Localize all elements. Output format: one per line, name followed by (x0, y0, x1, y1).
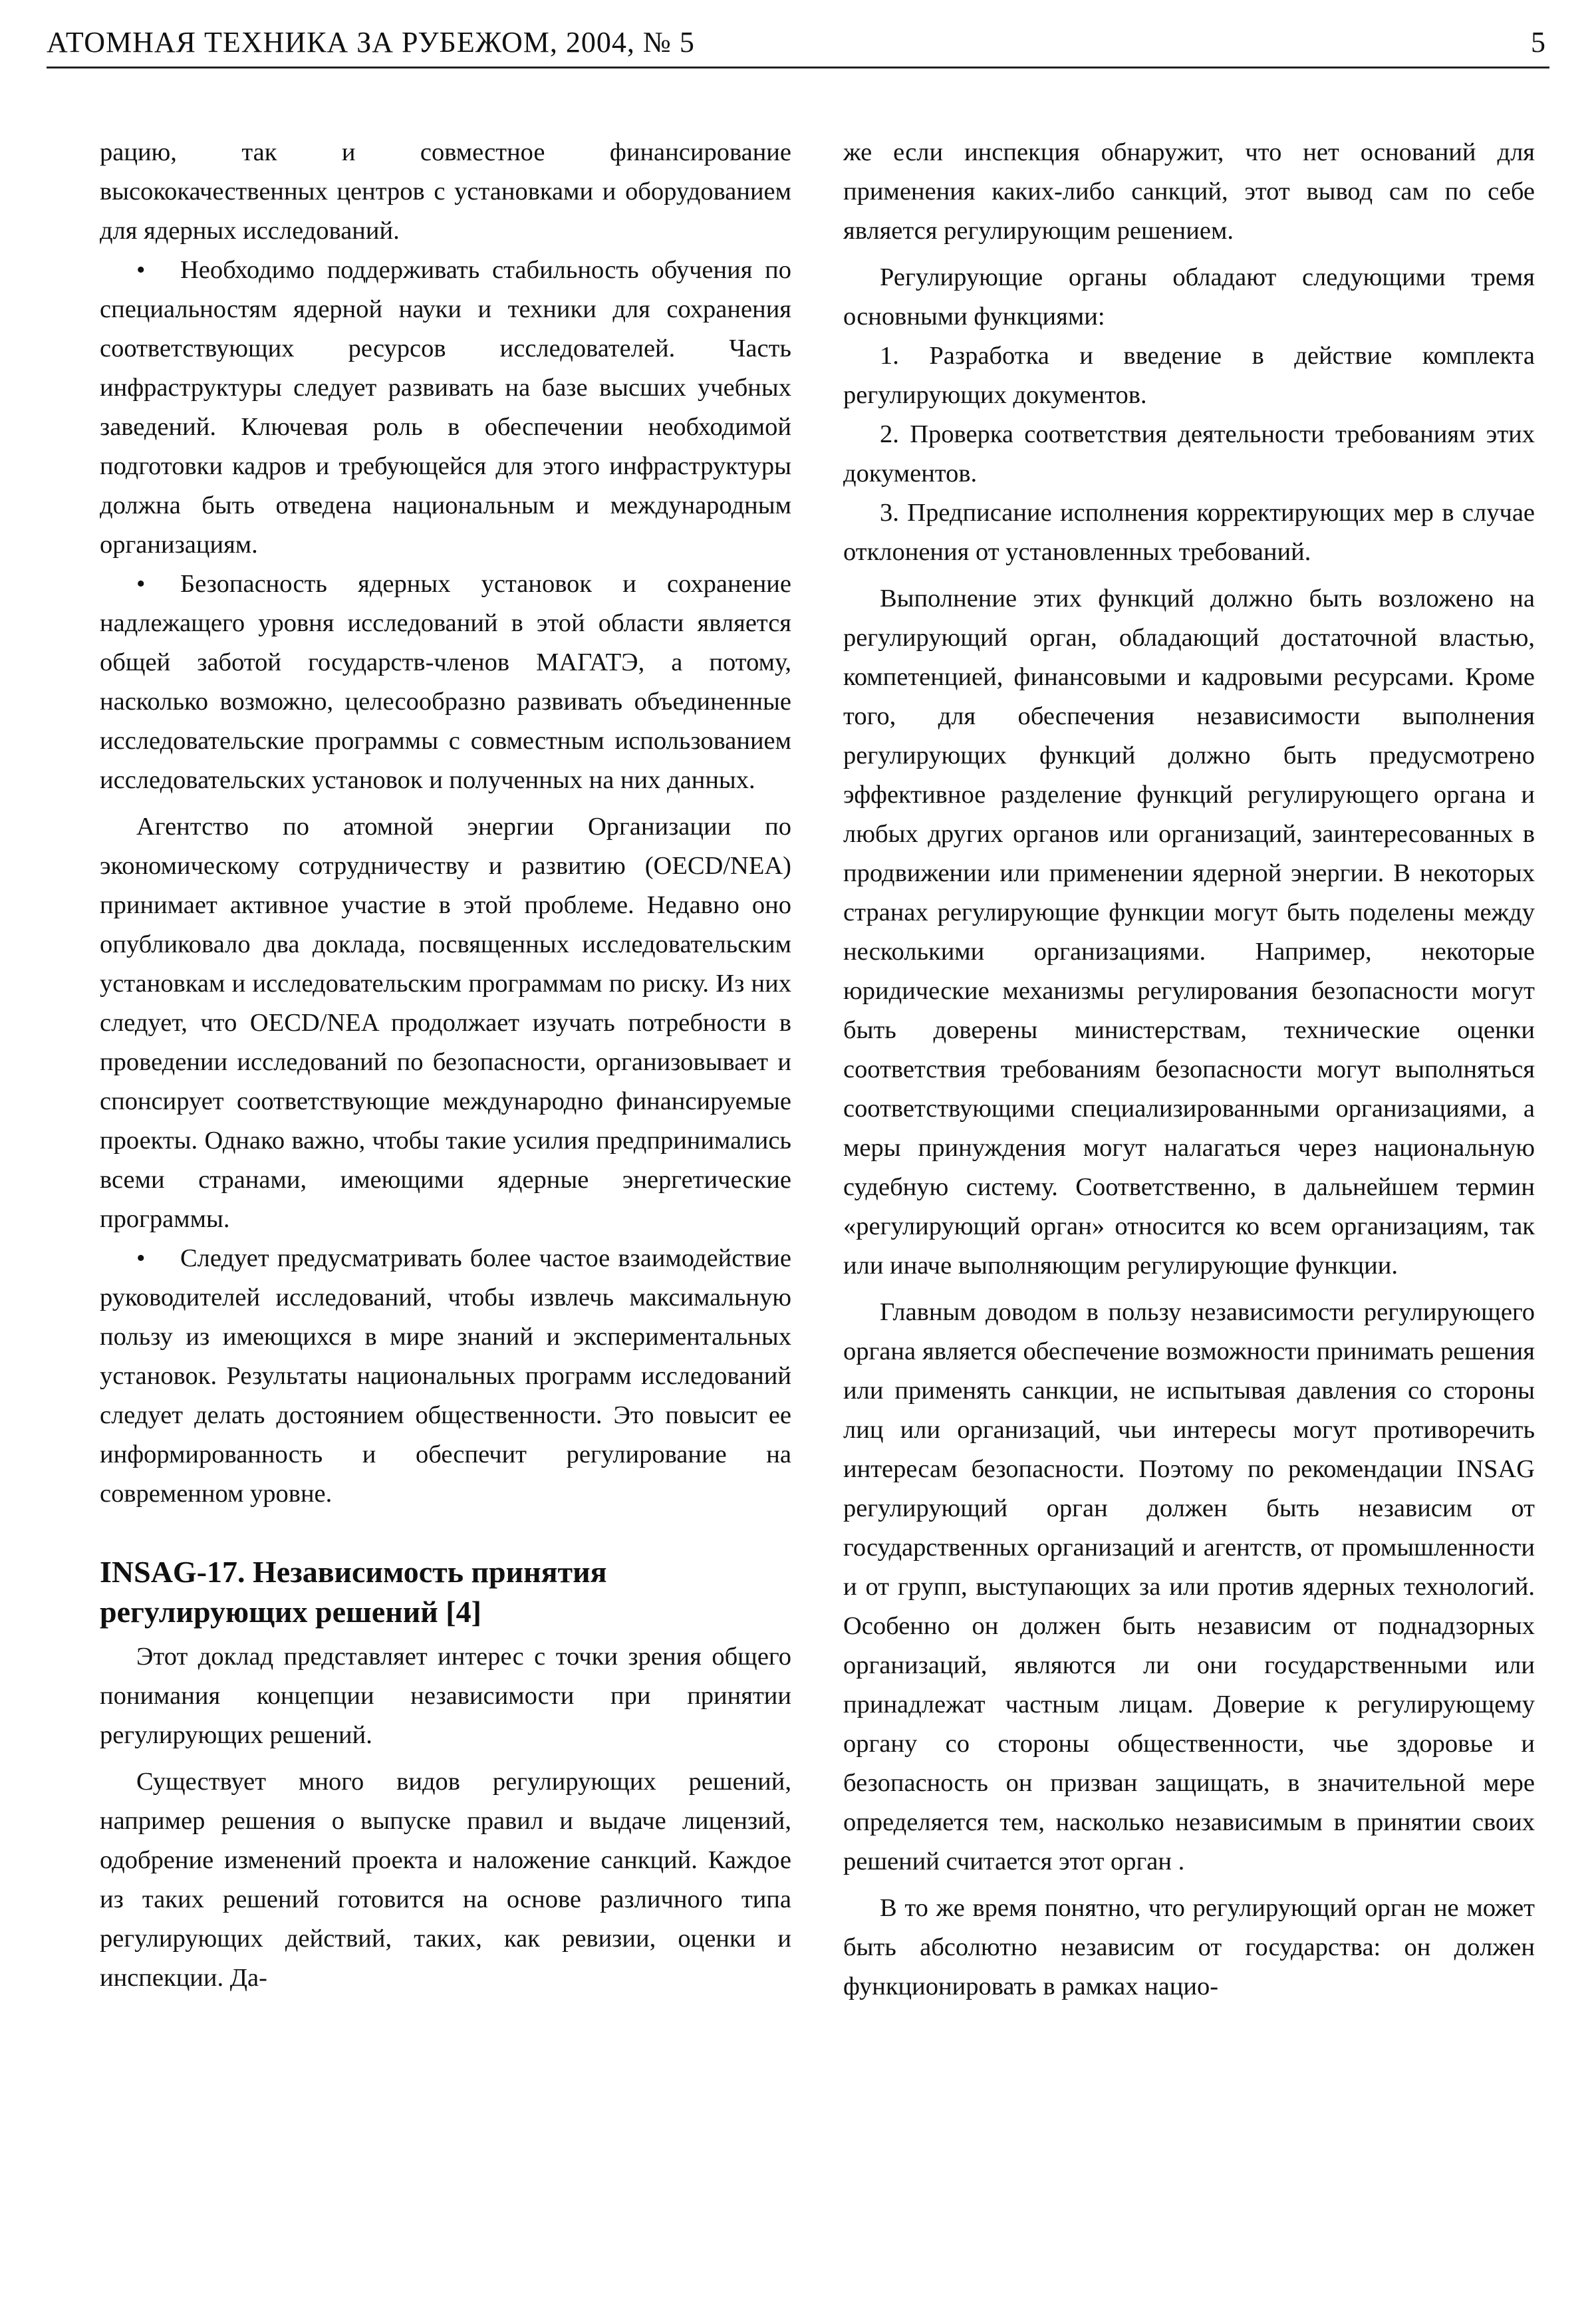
bullet-item-safety (100, 565, 791, 800)
bullet-text: Следует предусматривать более частое взаимодействие руководителей исследований, чтобы извлечь максимальную пользу из имеющихся в мире знаний и экспериментальных установок. Результаты национальных программ исследований следует делать достоянием общественности. Это повысит ее информированность и обеспечит регулирование на современном уровне. (100, 1244, 791, 1508)
page-number: 5 (1531, 26, 1545, 59)
list-item-3: 3. Предписание исполнения корректирующих мер в случае отклонения от установленных требований. (843, 499, 1535, 566)
bullet-item-interaction (100, 1239, 791, 1514)
paragraph-execution: Выполнение этих функций должно быть возложено на регулирующий орган, обладающий достаточной властью, компетенцией, финансовыми и кадровыми ресурсами. Кроме того, для обеспечения независимости выполнения регулирующих функций должно быть предусмотрено эффективное разделение функций регулирующего органа и любых других органов или организаций, заинтересованных в продвижении или применении ядерной энергии. В некоторых странах регулирующие функции могут быть поделены между несколькими организациями. Например, некоторые юридические механизмы регулирования безопасности могут быть доверены министерствам, технические оценки соответствия требованиям безопасности могут выполняться соответствующими специализированными организациями, а меры принуждения могут налагаться через национальную судебную систему. Соответственно, в дальнейшем термин «регулирующий орган» относится ко всем организациям, так или иначе выполняющим регулирующие функции. (843, 585, 1535, 1280)
right-column (843, 133, 1535, 2006)
bullet-icon: • (136, 256, 146, 284)
bullet-text: Безопасность ядерных установок и сохранение надлежащего уровня исследований в этой области является общей заботой государств-членов МАГАТЭ, а потому, насколько возможно, целесообразно развивать объединенные исследовательские программы с совместным использованием исследовательских установок и полученных на них данных. (100, 570, 791, 794)
paragraph-report: Этот доклад представляет интерес с точки зрения общего понимания концепции независимости при принятии регулирующих решений. (100, 1643, 791, 1749)
bullet-text: Необходимо поддерживать стабильность обучения по специальностям ядерной науки и техники для сохранения соответствующих ресурсов исследователей. Часть инфраструктуры следует развивать на базе высших учебных заведений. Ключевая роль в обеспечении необходимой подготовки кадров и требующейся для этого инфраструктуры должна быть отведена национальным и международным организациям. (100, 256, 791, 559)
list-item-1: 1. Разработка и введение в действие комплекта регулирующих документов. (843, 342, 1535, 409)
paragraph-functions-intro: Регулирующие органы обладают следующими тремя основными функциями: (843, 263, 1535, 331)
paragraph-continued: рацию, так и совместное финансирование высококачественных центров с установками и оборудованием для ядерных исследований. (100, 138, 791, 245)
paragraph-main-argument: Главным доводом в пользу независимости регулирующего органа является обеспечение возможности принимать решения или применять санкции, не испытывая давления со стороны лиц или организаций, чьи интересы могут противоречить интересам безопасности. Поэтому по рекомендации INSAG регулирующий орган должен быть независим от государственных организаций и агентств, от промышленности и от групп, выступающих за или против ядерных технологий. Особенно он должен быть независим от поднадзорных организаций, являются ли они государственными или принадлежат частным лицам. Доверие к регулирующему органу со стороны общественности, чье здоровье и безопасность он призван защищать, в значительной мере определяется тем, насколько независимым в принятии своих решений считается этот орган . (843, 1298, 1535, 1875)
bullet-icon: • (136, 1244, 146, 1272)
paragraph-last: В то же время понятно, что регулирующий орган не может быть абсолютно независим от государства: он должен функционировать в рамках нацио- (843, 1894, 1535, 2000)
journal-title: АТОМНАЯ ТЕХНИКА ЗА РУБЕЖОМ, 2004, № 5 (47, 26, 695, 59)
page-header (47, 25, 1549, 68)
paragraph-continued: же если инспекция обнаружит, что нет оснований для применения каких-либо санкций, этот вывод сам по себе является регулирующим решением. (843, 138, 1535, 245)
left-column (100, 133, 791, 1998)
paragraph-oecd: Агентство по атомной энергии Организации по экономическому сотрудничеству и развитию (OECD/NEA) принимает активное участие в этой проблеме. Недавно оно опубликовало два доклада, посвященных исследовательским установкам и исследовательским программам по риску. Из них следует, что OECD/NEA продолжает изучать потребности в проведении исследований по безопасности, организовывает и спонсирует соответствующие международно финансируемые проекты. Однако важно, чтобы такие усилия предпринимались всеми странами, имеющими ядерные энергетические программы. (100, 813, 791, 1233)
list-item-2: 2. Проверка соответствия деятельности требованиям этих документов. (843, 420, 1535, 487)
bullet-item-training (100, 251, 791, 565)
section-heading: INSAG-17. Независимость принятия регулирующих решений [4] (100, 1555, 607, 1629)
paragraph-decision-kinds: Существует много видов регулирующих решений, например решения о выпуске правил и выдаче лицензий, одобрение изменений проекта и наложение санкций. Каждое из таких решений готовится на основе различного типа регулирующих действий, таких, как ревизии, оценки и инспекции. Да- (100, 1768, 791, 1992)
bullet-icon: • (136, 570, 146, 598)
